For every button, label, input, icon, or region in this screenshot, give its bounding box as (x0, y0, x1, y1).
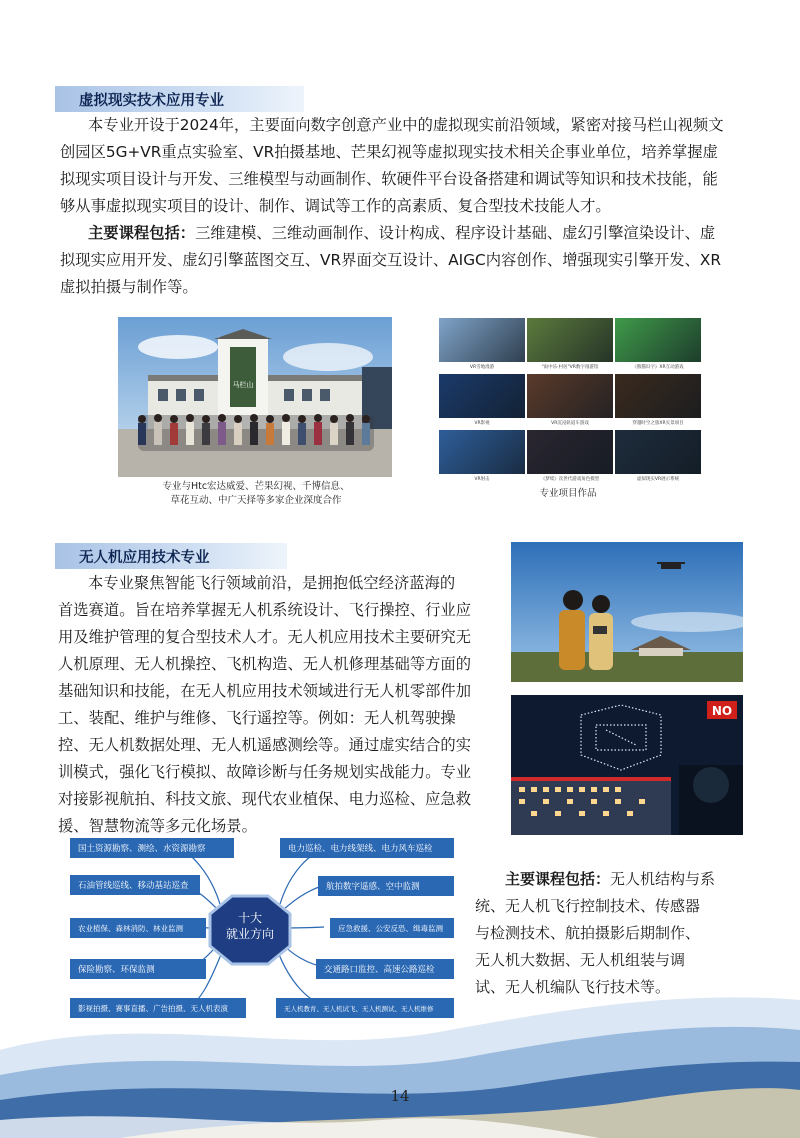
project-work-thumbnail (439, 374, 525, 418)
vr-intro-paragraph (88, 112, 748, 139)
drone-intro-line: 对接影视航拍、科技文旅、现代农业植保、电力巡检、应急救 (58, 790, 472, 808)
drone-intro-line: 基础知识和技能，在无人机应用技术领域进行无人机零部件加 (58, 682, 472, 700)
drone-courses-rest (475, 893, 745, 1001)
project-work-thumbnail (615, 430, 701, 474)
vr-intro-line: 拟现实项目设计与开发、三维模型与动画制作、软硬件平台设备搭建和调试等知识和技术技能，能 (60, 170, 718, 188)
direction-right-5: 无人机教育、无人机试飞、无人机测试、无人机维修 (276, 998, 454, 1018)
project-work-caption: VR雪地漫游 (469, 365, 495, 370)
direction-right-2: 航拍数字遥感、空中监测 (318, 876, 454, 896)
vr-intro-rest (60, 139, 748, 220)
project-work-caption: 穿越时空之旅XR实景项目 (632, 421, 684, 426)
project-work-caption: VR沉浸轨道车游戏 (551, 421, 589, 426)
enterprise-group-photo (118, 317, 392, 477)
drone-intro-rest (58, 597, 498, 840)
drone-courses-line: 无人机大数据、无人机组装与调 (475, 951, 686, 969)
drone-intro-line: 训模式，强化飞行模拟、故障诊断与任务规划实战能力。专业 (58, 763, 472, 781)
diagram-center (210, 910, 290, 942)
project-work-caption: 虚拟现实VR展示系统 (636, 477, 680, 482)
vr-intro-line: 够从事虚拟现实项目的设计、制作、调试等工作的高素质、复合型技术技能人才。 (60, 197, 611, 215)
project-work-thumbnail (527, 374, 613, 418)
vr-courses-line: 三维建模、三维动画制作、设计构成、程序设计基础、虚幻引擎渲染设计、虚 (195, 224, 716, 242)
drone-pilots-photo (511, 542, 743, 682)
drone-courses-line: 与检测技术、航拍摄影后期制作、 (475, 924, 701, 942)
section-title-vr: 虚拟现实技术应用专业 (55, 86, 304, 112)
project-work-caption: VR影视 (474, 421, 490, 426)
drone-icon (657, 563, 685, 569)
page-number: 14 (390, 1087, 410, 1105)
diagram-center-line: 十大 (237, 911, 262, 925)
decorative-wave-footer (0, 990, 800, 1138)
group-photo-caption (140, 480, 372, 508)
project-work-thumbnail (439, 318, 525, 362)
vr-courses-label: 主要课程包括： (88, 224, 196, 242)
drone-intro-line: 控、无人机数据处理、无人机遥感测绘等。通过虚实结合的实 (58, 736, 472, 754)
drone-courses-first (505, 866, 745, 893)
direction-left-5: 影视拍摄、赛事直播、广告拍摄、无人机表演 (70, 998, 246, 1018)
drone-intro-line: 首选赛道。旨在培养掌握无人机系统设计、飞行操控、行业应 (58, 601, 472, 619)
drone-intro-line: 用及维护管理的复合型技术人才。无人机应用技术主要研究无 (58, 628, 472, 646)
project-work-thumbnail (527, 430, 613, 474)
drone-courses-line: 试、无人机编队飞行技术等。 (475, 978, 671, 996)
project-work-caption: 《梦境》次世代游戏角色模型 (540, 477, 600, 482)
direction-left-4: 保险勘察、环保监测 (70, 959, 206, 979)
works-caption: 专业项目作品 (539, 488, 597, 499)
drone-intro-line: 工、装配、维护与维修、飞行遥控等。例如：无人机驾驶操 (58, 709, 456, 727)
drone-courses-label: 主要课程包括： (505, 870, 611, 888)
project-work-caption: 《熊猫识字》XR互动游戏 (632, 365, 684, 370)
project-work-caption: VR射击 (474, 477, 490, 482)
direction-right-1: 电力巡检、电力线架线、电力风车巡检 (280, 838, 454, 858)
caption-line: 专业与Htc宏达威爱、芒果幻视、千博信息、 (162, 481, 350, 492)
drone-courses-line: 无人机结构与系 (610, 870, 716, 888)
caption-line: 草花互动、中广天择等多家企业深度合作 (170, 495, 342, 506)
vr-courses-line: 虚拟拍摄与制作等。 (60, 278, 198, 296)
direction-left-1: 国土资源勘察、测绘、水资源勘察 (70, 838, 234, 858)
project-work-thumbnail (615, 318, 701, 362)
drone-intro-line: 本专业聚焦智能飞行领域前沿，是拥抱低空经济蓝海的 (88, 574, 456, 592)
vr-courses-line: 拟现实应用开发、虚幻引擎蓝图交互、VR界面交互设计、AIGC内容创作、增强现实引擎开发、XR (60, 251, 721, 269)
vr-courses-first (88, 220, 748, 247)
project-work-caption: "雨中乐·村居"VR数字漫游馆 (541, 365, 599, 370)
show-badge: NO (711, 704, 733, 718)
drone-intro-line: 援、智慧物流等多元化场景。 (58, 817, 257, 835)
project-work-thumbnail (439, 430, 525, 474)
diagram-center-line: 就业方向 (225, 927, 274, 941)
direction-left-3: 农业植保、森林消防、林业监测 (70, 918, 206, 938)
direction-right-4: 交通路口监控、高速公路巡检 (316, 959, 454, 979)
direction-left-2: 石油管线巡线、移动基站巡查 (70, 875, 200, 895)
direction-right-3: 应急救援、公安反恐、缉毒监测 (330, 918, 454, 938)
drone-light-show-photo (511, 695, 743, 835)
vr-intro-line: 创园区5G+VR重点实验室、VR拍摄基地、芒果幻视等虚拟现实技术相关企事业单位，培养掌握虚 (60, 143, 718, 161)
drone-intro-first (88, 570, 498, 597)
drone-intro-line: 人机原理、无人机操控、飞机构造、无人机修理基础等方面的 (58, 655, 472, 673)
project-work-thumbnail (615, 374, 701, 418)
vr-intro-line: 本专业开设于2024年，主要面向数字创意产业中的虚拟现实前沿领域，紧密对接马栏山视频文 (88, 116, 724, 134)
project-work-thumbnail (527, 318, 613, 362)
section-title-drone: 无人机应用技术专业 (55, 543, 287, 569)
vr-courses-rest (60, 247, 760, 301)
drone-courses-line: 统、无人机飞行控制技术、传感器 (475, 897, 701, 915)
building-sign: 马栏山 (232, 381, 254, 389)
